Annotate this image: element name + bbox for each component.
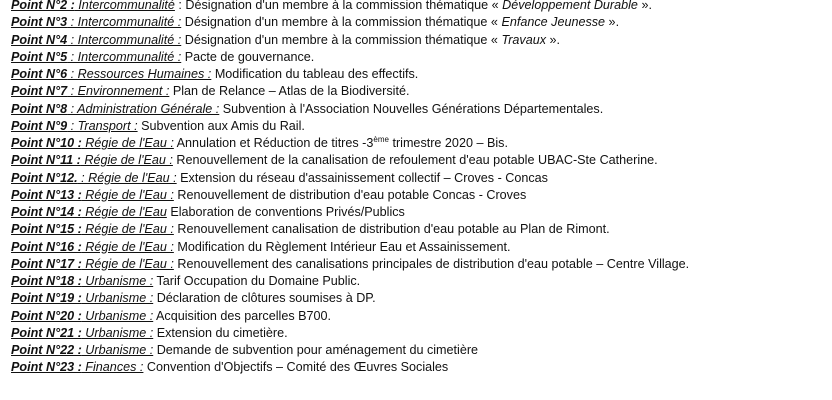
category-label: Régie de l'Eau <box>81 205 167 219</box>
category-label: Régie de l'Eau : <box>81 239 174 254</box>
item-description: Désignation d'un membre à la commission thématique « <box>184 32 502 47</box>
item-description: Désignation d'un membre à la commission thématique « <box>185 0 503 12</box>
agenda-item <box>11 152 823 169</box>
item-description: Extension du cimetière. <box>156 325 288 340</box>
item-description-end: trimestre 2020 – Bis. <box>388 136 508 150</box>
agenda-document <box>11 0 823 377</box>
item-description: Subvention aux Amis du Rail. <box>141 118 305 133</box>
agenda-item <box>11 204 823 221</box>
category-label: Régie de l'Eau : <box>81 136 174 150</box>
category-label: Régie de l'Eau : <box>81 187 174 202</box>
agenda-item <box>11 308 823 325</box>
category-label: Régie de l'Eau : <box>80 153 173 168</box>
point-number: Point N°11 : <box>11 153 81 168</box>
item-emphasis: Travaux <box>501 32 546 47</box>
agenda-item <box>11 342 823 359</box>
agenda-item <box>11 118 823 135</box>
agenda-item <box>11 101 823 118</box>
item-description: Désignation d'un membre à la commission thématique « <box>184 15 502 30</box>
point-number: Point N°15 : <box>11 222 82 237</box>
point-number: Point N°4 <box>11 32 68 47</box>
agenda-item <box>11 14 823 31</box>
item-description: Annulation et Réduction de titres -3 <box>176 136 374 150</box>
item-description-end: ». <box>546 32 561 47</box>
agenda-item <box>11 256 823 273</box>
separator: : <box>174 0 186 12</box>
superscript: ème <box>373 134 389 144</box>
agenda-item <box>11 239 823 256</box>
item-description: Modification du tableau des effectifs. <box>214 67 419 81</box>
category-label: : Régie de l'Eau : <box>77 170 177 185</box>
category-label: Urbanisme : <box>81 325 154 340</box>
point-number: Point N°9 <box>11 118 68 133</box>
point-number: Point N°8 <box>11 101 68 116</box>
item-description-end: ». <box>605 15 620 30</box>
category-label: Régie de l'Eau : <box>81 256 174 271</box>
point-number: Point N°7 <box>11 84 68 99</box>
category-label: : Administration Générale : <box>67 101 220 116</box>
agenda-item <box>11 359 823 376</box>
agenda-item <box>11 83 823 100</box>
point-number: Point N°2 : <box>11 0 75 12</box>
agenda-item <box>11 32 823 49</box>
agenda-item <box>11 187 823 204</box>
point-number: Point N°23 : <box>11 360 82 375</box>
agenda-item <box>11 135 823 152</box>
category-label: Intercommunalité <box>74 0 175 12</box>
item-description: Renouvellement des canalisations principales de distribution d'eau potable – Centre Village. <box>177 256 690 271</box>
agenda-item <box>11 273 823 290</box>
category-label: Finances : <box>81 360 144 375</box>
point-number: Point N°12. <box>11 170 78 185</box>
point-number: Point N°3 <box>11 15 68 30</box>
agenda-item <box>11 49 823 66</box>
category-label: Urbanisme : <box>81 343 154 357</box>
agenda-item <box>11 0 823 14</box>
point-number: Point N°14 : <box>11 205 82 219</box>
category-label: Régie de l'Eau : <box>81 222 174 237</box>
item-description: Acquisition des parcelles B700. <box>156 308 332 323</box>
category-label: Urbanisme : <box>81 291 154 306</box>
category-label: : Intercommunalité : <box>67 49 182 64</box>
item-description: Subvention à l'Association Nouvelles Générations Départementales. <box>222 101 604 116</box>
point-number: Point N°17 : <box>11 256 82 271</box>
point-number: Point N°10 : <box>11 136 82 150</box>
item-description: Déclaration de clôtures soumises à DP. <box>156 291 376 306</box>
item-description-end: ». <box>637 0 652 12</box>
item-description: Modification du Règlement Intérieur Eau et Assainissement. <box>177 239 511 254</box>
category-label: Urbanisme : <box>81 308 154 323</box>
agenda-item <box>11 325 823 342</box>
item-description: Extension du réseau d'assainissement collectif – Croves - Concas <box>180 170 548 185</box>
item-description: Renouvellement de distribution d'eau potable Concas - Croves <box>177 187 527 202</box>
category-label: : Environnement : <box>67 84 170 99</box>
item-description: Convention d'Objectifs – Comité des Œuvres Sociales <box>146 360 449 375</box>
agenda-item <box>11 221 823 238</box>
category-label: Urbanisme : <box>81 274 154 288</box>
category-label: : Ressources Humaines : <box>67 67 212 81</box>
category-label: : Intercommunalité : <box>67 32 182 47</box>
point-number: Point N°6 <box>11 67 68 81</box>
point-number: Point N°18 : <box>11 274 82 288</box>
agenda-item <box>11 66 823 83</box>
item-description: Elaboration de conventions Privés/Publics <box>170 205 405 219</box>
point-number: Point N°19 : <box>11 291 82 306</box>
point-number: Point N°21 : <box>11 325 82 340</box>
category-label: : Intercommunalité : <box>67 15 182 30</box>
item-description: Tarif Occupation du Domaine Public. <box>156 274 361 288</box>
agenda-item <box>11 290 823 307</box>
point-number: Point N°20 : <box>11 308 82 323</box>
agenda-item <box>11 170 823 187</box>
item-description: Renouvellement de la canalisation de refoulement d'eau potable UBAC-Ste Catherine. <box>176 153 658 168</box>
point-number: Point N°22 : <box>11 343 82 357</box>
point-number: Point N°5 <box>11 49 68 64</box>
item-emphasis: Développement Durable <box>502 0 638 12</box>
item-description: Pacte de gouvernance. <box>184 49 315 64</box>
item-description: Renouvellement canalisation de distribution d'eau potable au Plan de Rimont. <box>177 222 610 237</box>
item-emphasis: Enfance Jeunesse <box>501 15 606 30</box>
item-description: Plan de Relance – Atlas de la Biodiversité. <box>172 84 410 99</box>
point-number: Point N°16 : <box>11 239 82 254</box>
category-label: : Transport : <box>67 118 138 133</box>
point-number: Point N°13 : <box>11 187 82 202</box>
item-description: Demande de subvention pour aménagement du cimetière <box>156 343 479 357</box>
